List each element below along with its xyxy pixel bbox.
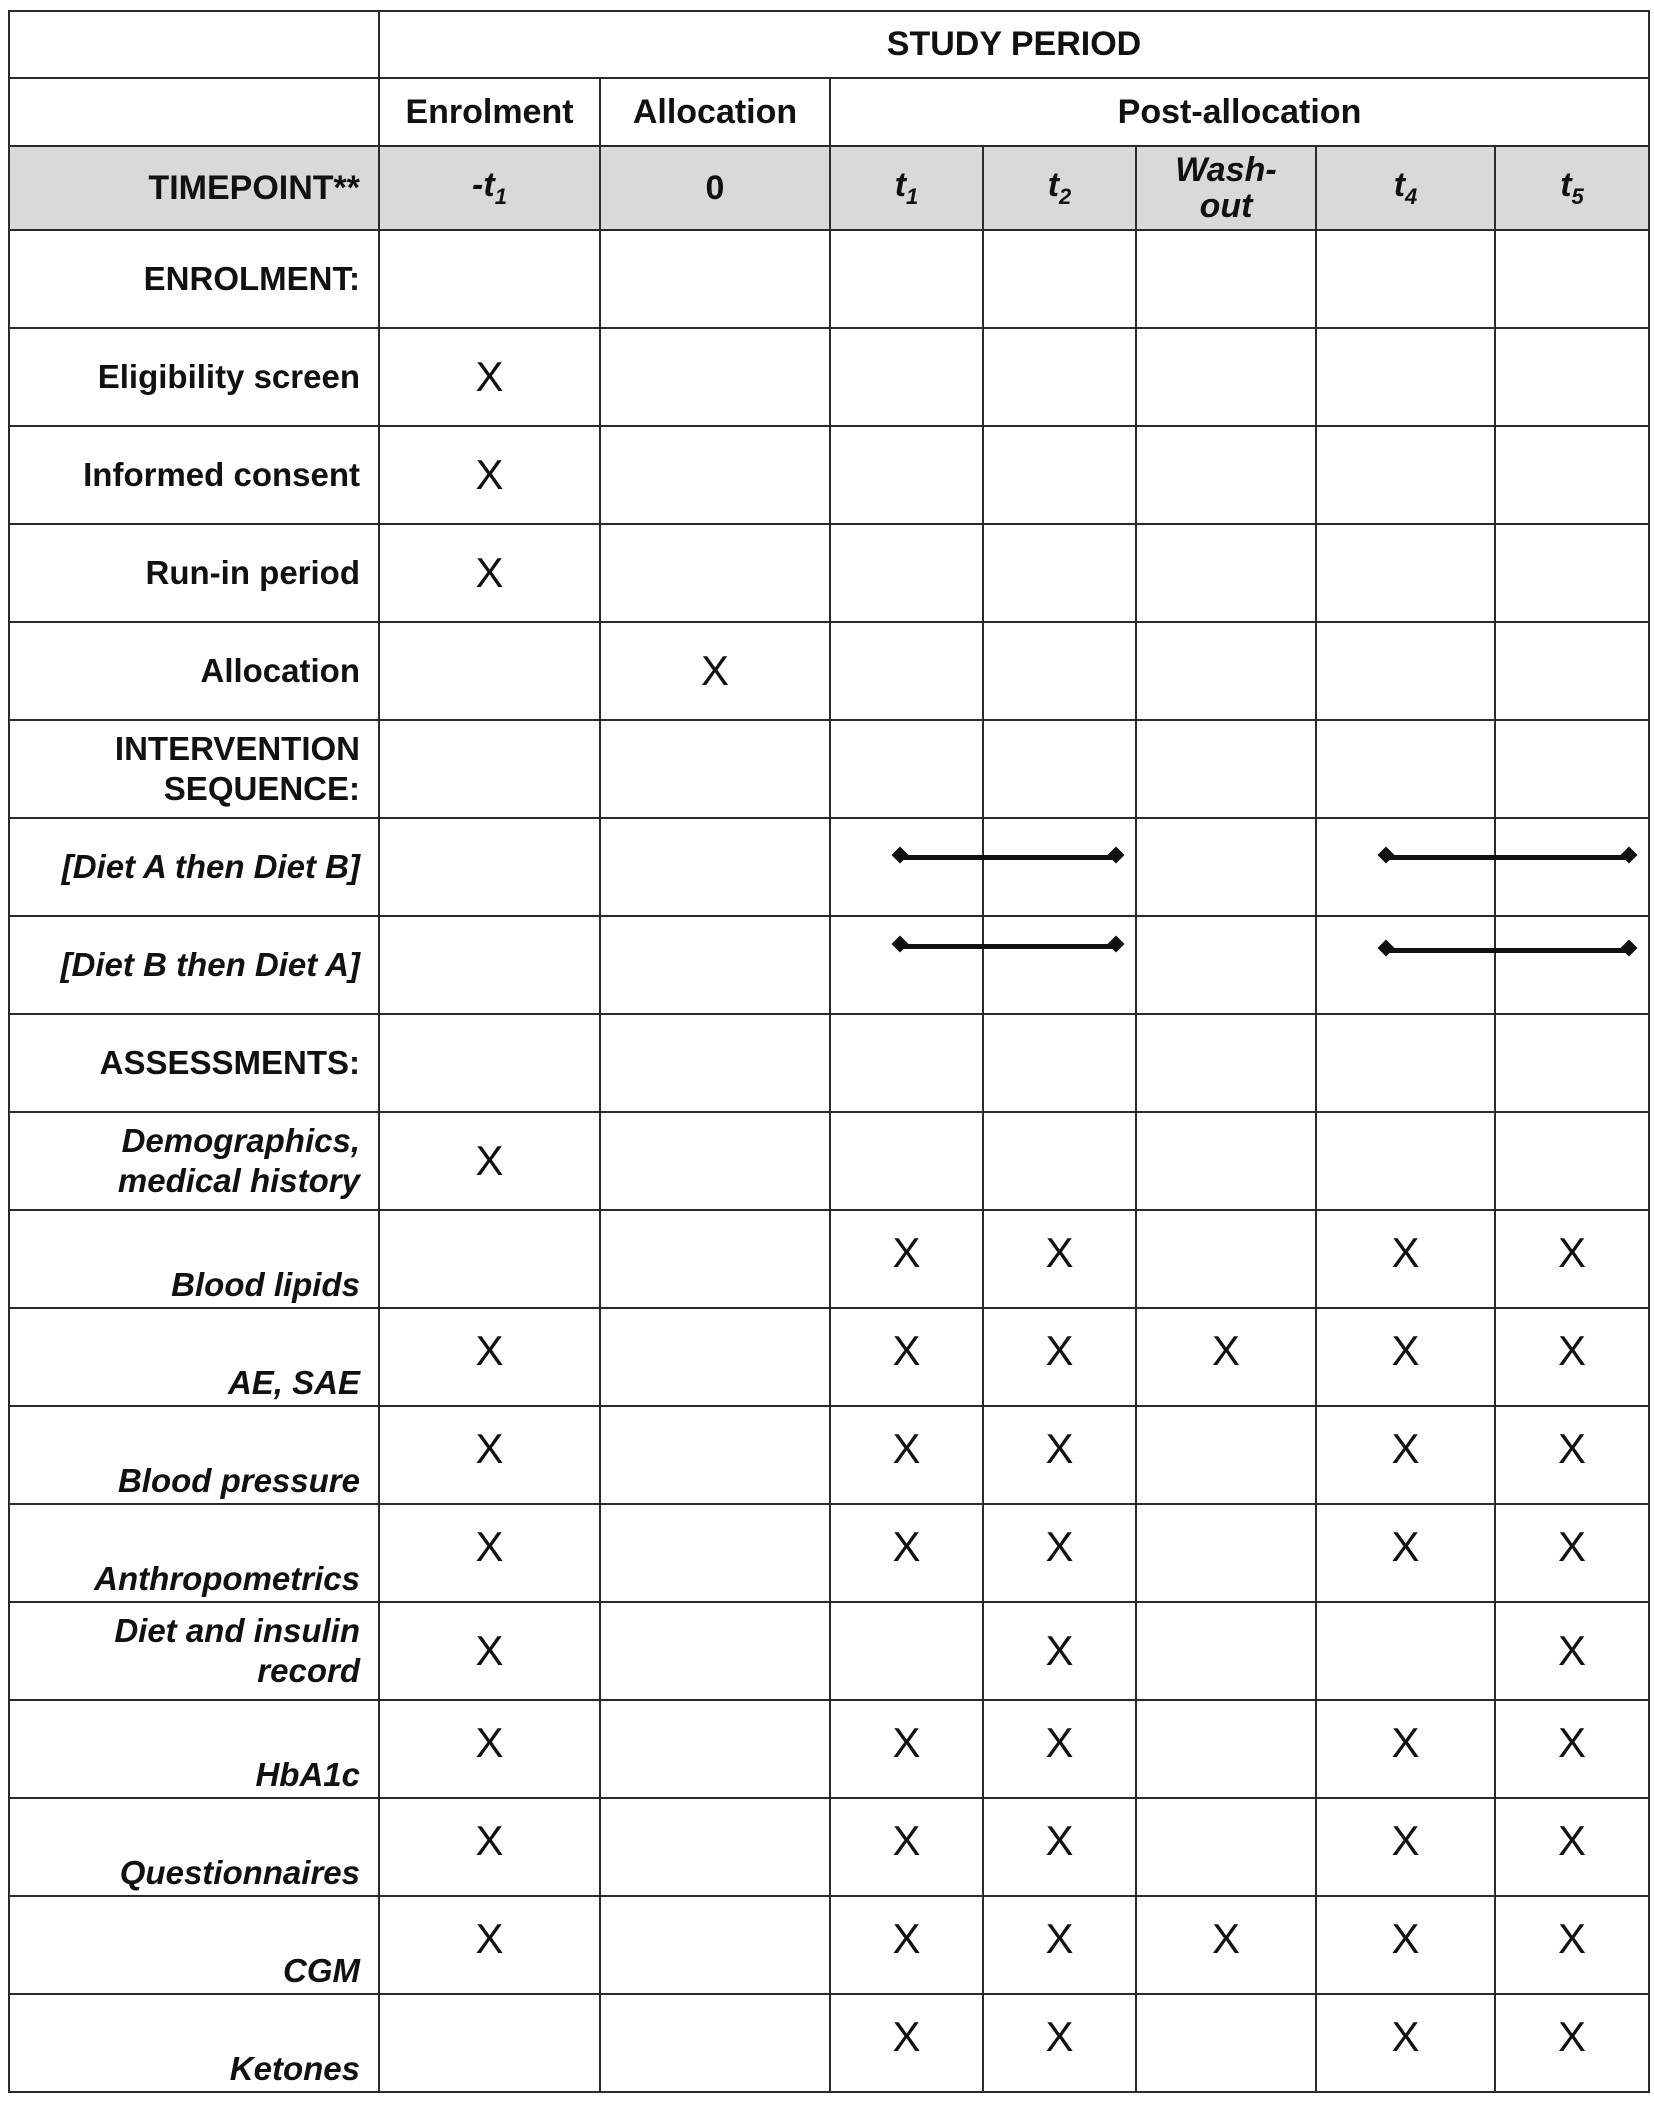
- mark-cell: [1136, 1602, 1316, 1700]
- mark-cell: [1316, 720, 1495, 818]
- mark-cell: [600, 1406, 830, 1504]
- mark-cell: [1136, 1504, 1316, 1602]
- row-label: ENROLMENT:: [9, 230, 379, 328]
- mark-cell: [379, 1994, 600, 2092]
- mark-cell: X: [830, 1896, 983, 1994]
- intervention-period-bar: [1386, 855, 1629, 860]
- mark-cell: [1136, 1994, 1316, 2092]
- timepoint-cell: [1136, 146, 1316, 230]
- timepoint-cell: [379, 146, 600, 230]
- mark-cell: [983, 916, 1136, 1014]
- allocation-header: Allocation: [600, 78, 830, 146]
- row-label: INTERVENTION SEQUENCE:: [9, 720, 379, 818]
- mark-cell: X: [830, 1700, 983, 1798]
- timepoint-label: TIMEPOINT**: [9, 146, 379, 230]
- mark-cell: [1316, 524, 1495, 622]
- schedule-table: [8, 10, 1650, 2093]
- mark-cell: [600, 720, 830, 818]
- timepoint-value: t: [1560, 166, 1572, 204]
- mark-cell: [830, 1112, 983, 1210]
- mark-cell: X: [1316, 1308, 1495, 1406]
- mark-cell: [1316, 916, 1495, 1014]
- mark-cell: [379, 1210, 600, 1308]
- row-label: Demographics, medical history: [9, 1112, 379, 1210]
- mark-cell: X: [1495, 1504, 1649, 1602]
- mark-cell: [983, 524, 1136, 622]
- row-label: Diet and insulin record: [9, 1602, 379, 1700]
- phase-row: [9, 78, 1649, 146]
- mark-cell: [600, 1112, 830, 1210]
- schedule-row: [9, 1602, 1649, 1700]
- mark-cell: X: [830, 1406, 983, 1504]
- row-label: CGM: [9, 1896, 379, 1994]
- mark-cell: [1316, 426, 1495, 524]
- mark-cell: [379, 916, 600, 1014]
- row-label: Informed consent: [9, 426, 379, 524]
- row-label: ASSESSMENTS:: [9, 1014, 379, 1112]
- schedule-row: [9, 1504, 1649, 1602]
- mark-cell: X: [379, 426, 600, 524]
- study-period-row: [9, 11, 1649, 78]
- mark-cell: X: [1316, 1210, 1495, 1308]
- mark-cell: [600, 916, 830, 1014]
- mark-cell: [1316, 328, 1495, 426]
- row-label: [Diet A then Diet B]: [9, 818, 379, 916]
- mark-cell: [600, 1504, 830, 1602]
- timepoint-subscript: 4: [1405, 184, 1418, 209]
- mark-cell: [600, 524, 830, 622]
- mark-cell: [1495, 720, 1649, 818]
- timepoint-value: t: [894, 166, 907, 204]
- timepoint-value: Wash-out: [1175, 151, 1277, 225]
- mark-cell: X: [983, 1896, 1136, 1994]
- schedule-row: [9, 818, 1649, 916]
- intervention-period-bar: [900, 855, 1116, 860]
- mark-cell: X: [379, 1896, 600, 1994]
- mark-cell: [1495, 328, 1649, 426]
- phase-corner-cell: [9, 78, 379, 146]
- mark-cell: [1136, 818, 1316, 916]
- timepoint-cell: [1495, 146, 1649, 230]
- mark-cell: [1495, 818, 1649, 916]
- row-label: Eligibility screen: [9, 328, 379, 426]
- mark-cell: [600, 1994, 830, 2092]
- timepoint-cell: [1316, 146, 1495, 230]
- mark-cell: [379, 818, 600, 916]
- mark-cell: X: [830, 1994, 983, 2092]
- mark-cell: [983, 1014, 1136, 1112]
- mark-cell: [1316, 1602, 1495, 1700]
- mark-cell: X: [379, 524, 600, 622]
- schedule-row: [9, 916, 1649, 1014]
- schedule-row: [9, 524, 1649, 622]
- mark-cell: [1316, 622, 1495, 720]
- mark-cell: X: [983, 1210, 1136, 1308]
- mark-cell: X: [379, 1504, 600, 1602]
- mark-cell: [600, 230, 830, 328]
- mark-cell: [830, 916, 983, 1014]
- mark-cell: X: [1316, 1896, 1495, 1994]
- timepoint-cell: [600, 146, 830, 230]
- mark-cell: [1136, 328, 1316, 426]
- row-label: Questionnaires: [9, 1798, 379, 1896]
- mark-cell: [1136, 524, 1316, 622]
- mark-cell: [1136, 1406, 1316, 1504]
- mark-cell: [1495, 230, 1649, 328]
- mark-cell: X: [1495, 1994, 1649, 2092]
- mark-cell: [600, 1896, 830, 1994]
- schedule-row: [9, 426, 1649, 524]
- row-label: [Diet B then Diet A]: [9, 916, 379, 1014]
- mark-cell: X: [983, 1700, 1136, 1798]
- mark-cell: X: [379, 1798, 600, 1896]
- mark-cell: [379, 720, 600, 818]
- timepoint-subscript: 2: [1059, 184, 1072, 209]
- mark-cell: [830, 230, 983, 328]
- timepoint-row: [9, 146, 1649, 230]
- schedule-row: [9, 1112, 1649, 1210]
- row-label: AE, SAE: [9, 1308, 379, 1406]
- mark-cell: [1495, 1112, 1649, 1210]
- timepoint-cell: [830, 146, 983, 230]
- corner-cell: [9, 11, 379, 78]
- schedule-row: [9, 1994, 1649, 2092]
- mark-cell: [600, 1700, 830, 1798]
- mark-cell: [830, 1602, 983, 1700]
- schedule-row: [9, 230, 1649, 328]
- mark-cell: X: [983, 1406, 1136, 1504]
- mark-cell: X: [1316, 1798, 1495, 1896]
- mark-cell: [600, 328, 830, 426]
- mark-cell: X: [1495, 1602, 1649, 1700]
- mark-cell: X: [1136, 1308, 1316, 1406]
- mark-cell: [830, 622, 983, 720]
- mark-cell: [1136, 1112, 1316, 1210]
- row-label: Ketones: [9, 1994, 379, 2092]
- row-label: Run-in period: [9, 524, 379, 622]
- mark-cell: [830, 720, 983, 818]
- mark-cell: X: [830, 1504, 983, 1602]
- mark-cell: X: [379, 1406, 600, 1504]
- timepoint-subscript: 1: [906, 184, 919, 209]
- mark-cell: [983, 426, 1136, 524]
- mark-cell: X: [379, 1112, 600, 1210]
- mark-cell: [1316, 230, 1495, 328]
- mark-cell: [1495, 524, 1649, 622]
- schedule-row: [9, 1700, 1649, 1798]
- mark-cell: X: [379, 1700, 600, 1798]
- mark-cell: X: [1316, 1994, 1495, 2092]
- mark-cell: [1495, 916, 1649, 1014]
- mark-cell: X: [983, 1994, 1136, 2092]
- row-label: HbA1c: [9, 1700, 379, 1798]
- mark-cell: X: [983, 1798, 1136, 1896]
- mark-cell: [830, 818, 983, 916]
- mark-cell: [600, 1210, 830, 1308]
- mark-cell: X: [1316, 1700, 1495, 1798]
- mark-cell: [379, 230, 600, 328]
- mark-cell: X: [1495, 1406, 1649, 1504]
- mark-cell: X: [983, 1504, 1136, 1602]
- mark-cell: [1136, 622, 1316, 720]
- mark-cell: [983, 622, 1136, 720]
- schedule-row: [9, 1896, 1649, 1994]
- schedule-row: [9, 622, 1649, 720]
- mark-cell: [1136, 916, 1316, 1014]
- mark-cell: [1495, 426, 1649, 524]
- mark-cell: X: [1495, 1308, 1649, 1406]
- mark-cell: [1136, 720, 1316, 818]
- mark-cell: [1316, 1112, 1495, 1210]
- mark-cell: [600, 1014, 830, 1112]
- timepoint-value: t: [1393, 166, 1406, 204]
- mark-cell: [1136, 426, 1316, 524]
- timepoint-value: 0: [705, 168, 725, 207]
- mark-cell: [600, 818, 830, 916]
- mark-cell: X: [983, 1308, 1136, 1406]
- schedule-row: [9, 1406, 1649, 1504]
- mark-cell: [600, 426, 830, 524]
- mark-cell: [379, 1014, 600, 1112]
- row-label: Allocation: [9, 622, 379, 720]
- mark-cell: X: [983, 1602, 1136, 1700]
- mark-cell: [1495, 1014, 1649, 1112]
- mark-cell: [1136, 230, 1316, 328]
- mark-cell: X: [1495, 1700, 1649, 1798]
- mark-cell: [983, 720, 1136, 818]
- mark-cell: [379, 622, 600, 720]
- mark-cell: X: [1495, 1896, 1649, 1994]
- mark-cell: [600, 1798, 830, 1896]
- mark-cell: X: [1316, 1504, 1495, 1602]
- row-label: Blood pressure: [9, 1406, 379, 1504]
- mark-cell: X: [379, 1308, 600, 1406]
- mark-cell: [600, 1308, 830, 1406]
- schedule-row: [9, 720, 1649, 818]
- mark-cell: X: [1316, 1406, 1495, 1504]
- mark-cell: [983, 1112, 1136, 1210]
- mark-cell: [983, 818, 1136, 916]
- timepoint-subscript: 1: [494, 184, 507, 209]
- mark-cell: X: [1495, 1210, 1649, 1308]
- mark-cell: X: [830, 1308, 983, 1406]
- intervention-period-bar: [900, 944, 1116, 949]
- mark-cell: X: [830, 1798, 983, 1896]
- mark-cell: [983, 230, 1136, 328]
- mark-cell: [600, 1602, 830, 1700]
- timepoint-subscript: 5: [1571, 184, 1584, 209]
- row-label: Anthropometrics: [9, 1504, 379, 1602]
- intervention-period-bar: [1386, 948, 1629, 953]
- mark-cell: X: [1495, 1798, 1649, 1896]
- mark-cell: X: [379, 1602, 600, 1700]
- enrolment-header: Enrolment: [379, 78, 600, 146]
- schedule-row: [9, 1308, 1649, 1406]
- timepoint-value: -t: [472, 166, 495, 204]
- mark-cell: [983, 328, 1136, 426]
- timepoint-cell: [983, 146, 1136, 230]
- timepoint-value: t: [1047, 166, 1060, 204]
- study-period-header: STUDY PERIOD: [379, 11, 1649, 78]
- mark-cell: [1136, 1210, 1316, 1308]
- mark-cell: [1495, 622, 1649, 720]
- mark-cell: [1136, 1798, 1316, 1896]
- mark-cell: [830, 426, 983, 524]
- mark-cell: X: [830, 1210, 983, 1308]
- mark-cell: [1136, 1014, 1316, 1112]
- post-allocation-header: Post-allocation: [830, 78, 1649, 146]
- mark-cell: X: [1136, 1896, 1316, 1994]
- mark-cell: [830, 1014, 983, 1112]
- schedule-row: [9, 1014, 1649, 1112]
- schedule-row: [9, 328, 1649, 426]
- mark-cell: [830, 524, 983, 622]
- schedule-row: [9, 1210, 1649, 1308]
- row-label: Blood lipids: [9, 1210, 379, 1308]
- mark-cell: [1316, 1014, 1495, 1112]
- mark-cell: [830, 328, 983, 426]
- schedule-row: [9, 1798, 1649, 1896]
- mark-cell: [1136, 1700, 1316, 1798]
- mark-cell: [1316, 818, 1495, 916]
- mark-cell: X: [600, 622, 830, 720]
- mark-cell: X: [379, 328, 600, 426]
